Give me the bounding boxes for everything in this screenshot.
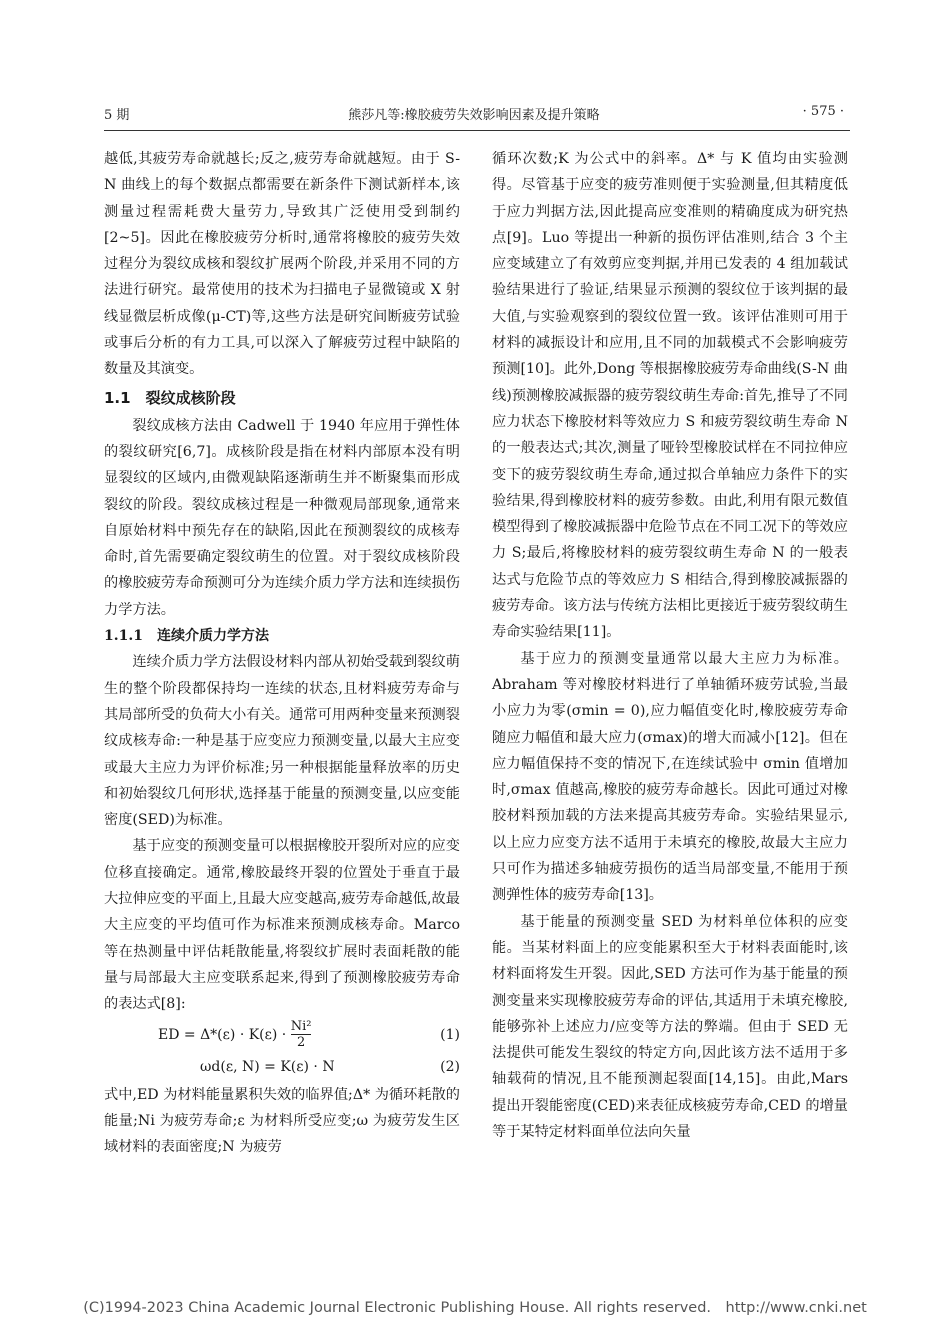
issue-number: 5 期 [104, 108, 130, 123]
subsection-heading: 1.1.1 连续介质力学方法 [104, 628, 269, 645]
equation-1-fraction [291, 1019, 312, 1050]
paragraph: 循环次数;K 为公式中的斜率。Δ* 与 K 值均由实验测得。尽管基于应变的疲劳准则便于实验测量,但其精度低于应力判据方法,因此提高应变准则的精确度成为研究热点[9]。Luo 等提出一种新的损伤评估准则,结合 3 个主应变域建立了有效剪应变判据,并用已发表的 4 组加载试验结果进行了验证,结果显示预测的裂纹位于该判据的最大值,与实验观察到的裂纹位置一致。该评估准则可用于材料的减振设计和应用,且不同的加载模式不会影响疲劳预测[10]。此外,Dong 等根据橡胶疲劳寿命曲线(S-N 曲线)预测橡胶减振器的疲劳裂纹萌生寿命:首先,推导了不同应力状态下橡胶材料等效应力 S 和疲劳裂纹萌生寿命 N 的一般表达式;其次,测量了哑铃型橡胶试样在不同拉伸应变下的疲劳裂纹萌生寿命,通过拟合单轴应力条件下的实验结果,得到橡胶材料的疲劳参数。由此,利用有限元数值模型得到了橡胶减振器中危险节点在不同工况下的等效应力 S;最后,将橡胶材料的疲劳裂纹萌生寿命 N 的一般表达式与危险节点的等效应力 S 相结合,得到橡胶减振器的疲劳寿命。该方法与传统方法相比更接近于疲劳裂纹萌生寿命实验结果[11]。 [492, 151, 848, 641]
left-column [104, 146, 460, 1160]
paragraph: 裂纹成核方法由 Cadwell 于 1940 年应用于弹性体的裂纹研究[6,7]。成核阶段是指在材料内部原本没有明显裂纹的区域内,由微观缺陷逐渐萌生并不断聚集而形成裂纹的阶段。裂纹成核过程是一种微观局部现象,通常来自原始材料中预先存在的缺陷,因此在预测裂纹的成核寿命时,首先需要确定裂纹萌生的位置。对于裂纹成核阶段的橡胶疲劳寿命预测可分为连续介质力学方法和连续损伤力学方法。 [104, 417, 460, 618]
paragraph: 式中,ED 为材料能量累积失效的临界值;Δ* 为循环耗散的能量;Ni 为疲劳寿命;ε 为材料所受应变;ω 为疲劳发生区域材料的表面密度;N 为疲劳 [104, 1086, 460, 1156]
paragraph: 基于应变的预测变量可以根据橡胶开裂所对应的应变位移直接确定。通常,橡胶最终开裂的位置处于垂直于最大拉伸应变的平面上,且最大应变越高,疲劳寿命越低,故最大主应变的平均值可作为标准来预测成核寿命。Marco 等在热测量中评估耗散能量,将裂纹扩展时表面耗散的能量与局部最大主应变联系起来,得到了预测橡胶疲劳寿命的表达式[8]: [104, 838, 460, 1013]
section-heading: 1.1 裂纹成核阶段 [104, 388, 236, 407]
equation-2-body: ωd(ε, N) = K(ε) · N [200, 1058, 335, 1075]
equation-1-lhs: ED = Δ*(ε) · K(ε) · [158, 1026, 287, 1043]
right-column [492, 146, 848, 1145]
page-number: · 575 · [802, 104, 844, 119]
running-title: 熊莎凡等:橡胶疲劳失效影响因素及提升策略 [348, 108, 600, 123]
equation-2-number: (2) [440, 1058, 460, 1075]
equation-1-numerator: Ni² [290, 1019, 312, 1034]
equation-1-number: (1) [440, 1026, 460, 1043]
equation-2 [104, 1052, 460, 1082]
equation-1-denominator: 2 [291, 1034, 312, 1050]
paragraph: 越低,其疲劳寿命就越长;反之,疲劳寿命就越短。由于 S-N 曲线上的每个数据点都需要在新条件下测试新样本,该测量过程需耗费大量劳力,导致其广泛使用受到制约[2~5]。因此在橡胶疲劳分析时,通常将橡胶的疲劳失效过程分为裂纹成核和裂纹扩展两个阶段,并采用不同的方法进行研究。最常使用的技术为扫描电子显微镜或 X 射线显微层析成像(μ-CT)等,这些方法是研究间断疲劳试验或事后分析的有力工具,可以深入了解疲劳过程中缺陷的数量及其演变。 [104, 151, 460, 378]
paragraph: 基于能量的预测变量 SED 为材料单位体积的应变能。当某材料面上的应变能累积至大于材料表面能时,该材料面将发生开裂。因此,SED 方法可作为基于能量的预测变量来实现橡胶疲劳寿命的评估,其适用于未填充橡胶,能够弥补上述应力/应变等方法的弊端。但由于 SED 无法提供可能发生裂纹的特定方向,因此该方法不适用于多轴载荷的情况,且不能预测起裂面[14,15]。由此,Mars 提出开裂能密度(CED)来表征成核疲劳寿命,CED 的增量等于某特定材料面单位法向矢量 [492, 913, 848, 1140]
page-header [104, 104, 844, 126]
equation-1 [104, 1018, 460, 1052]
header-rule [104, 130, 850, 131]
paragraph: 基于应力的预测变量通常以最大主应力为标准。Abraham 等对橡胶材料进行了单轴循环疲劳试验,当最小应力为零(σmin = 0),应力幅值变化时,橡胶疲劳寿命随应力幅值和最大应力(σmax)的增大而减小[12]。但在应力幅值保持不变的情况下,在连续试验中 σmin 值增加时,σmax 值越高,橡胶的疲劳寿命越长。因此可通过对橡胶材料预加载的方法来提高其疲劳寿命。实验结果显示,以上应力应变方法不适用于未填充的橡胶,故最大主应力只可作为描述多轴疲劳损伤的适当局部变量,不能用于预测弹性体的疲劳寿命[13]。 [492, 650, 848, 904]
paragraph: 连续介质力学方法假设材料内部从初始受载到裂纹萌生的整个阶段都保持均一连续的状态,且材料疲劳寿命与其局部所受的负荷大小有关。通常可用两种变量来预测裂纹成核寿命:一种是基于应变应力预测变量,以最大主应变或最大主应力为评价标准;另一种根据能量释放率的历史和初始裂纹几何形状,选择基于能量的预测变量,以应变能密度(SED)为标准。 [104, 654, 460, 829]
copyright-footer: (C)1994-2023 China Academic Journal Electronic Publishing House. All rights reserved. http://www.cnki.net [83, 1300, 867, 1316]
